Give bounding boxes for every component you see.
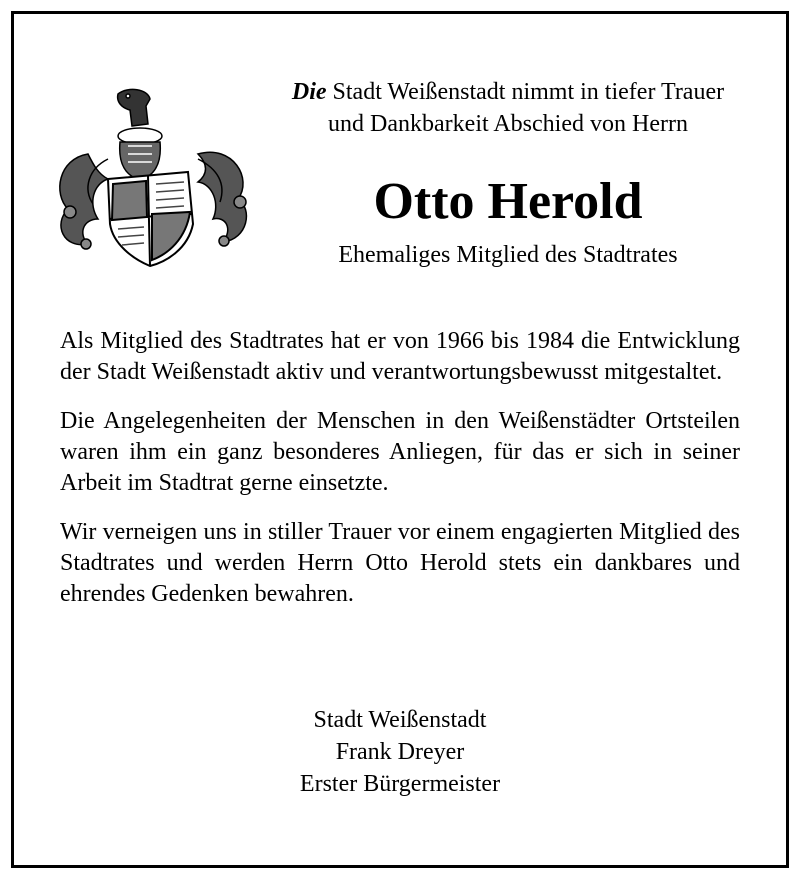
deceased-role: Ehemaliges Mitglied des Stadtrates bbox=[338, 242, 678, 268]
intro-text bbox=[268, 76, 748, 140]
signature-organization: Stadt Weißenstadt bbox=[313, 707, 487, 733]
signature-title: Erster Bürgermeister bbox=[299, 771, 501, 797]
intro-line2: und Dankbarkeit Abschied von Herrn bbox=[328, 111, 688, 137]
paragraph: Als Mitglied des Stadtrates hat er von 1966 bis 1984 die Entwicklung der Stadt Weißenstadt aktiv und verantwortungsbewusst mitgestaltet. bbox=[60, 328, 740, 385]
notice-body bbox=[60, 326, 740, 628]
intro-line1: Stadt Weißenstadt nimmt in tiefer Trauer bbox=[332, 79, 725, 105]
deceased-name: Otto Herold bbox=[373, 173, 643, 230]
paragraph: Die Angelegenheiten der Menschen in den Weißenstädter Ortsteilen waren ihm ein ganz besonderes Anliegen, für das er sich in seiner Arbeit im Stadtrat gerne einsetzte. bbox=[60, 408, 740, 496]
paragraph: Wir verneigen uns in stiller Trauer vor einem engagierten Mitglied des Stadtrates und werden Herrn Otto Herold stets ein dankbares und ehrendes Gedenken bewahren. bbox=[60, 519, 740, 607]
signature-name: Frank Dreyer bbox=[335, 739, 465, 765]
signature-block bbox=[200, 704, 600, 800]
coat-of-arms-icon bbox=[48, 84, 258, 269]
intro-lead-word: Die bbox=[291, 79, 327, 105]
